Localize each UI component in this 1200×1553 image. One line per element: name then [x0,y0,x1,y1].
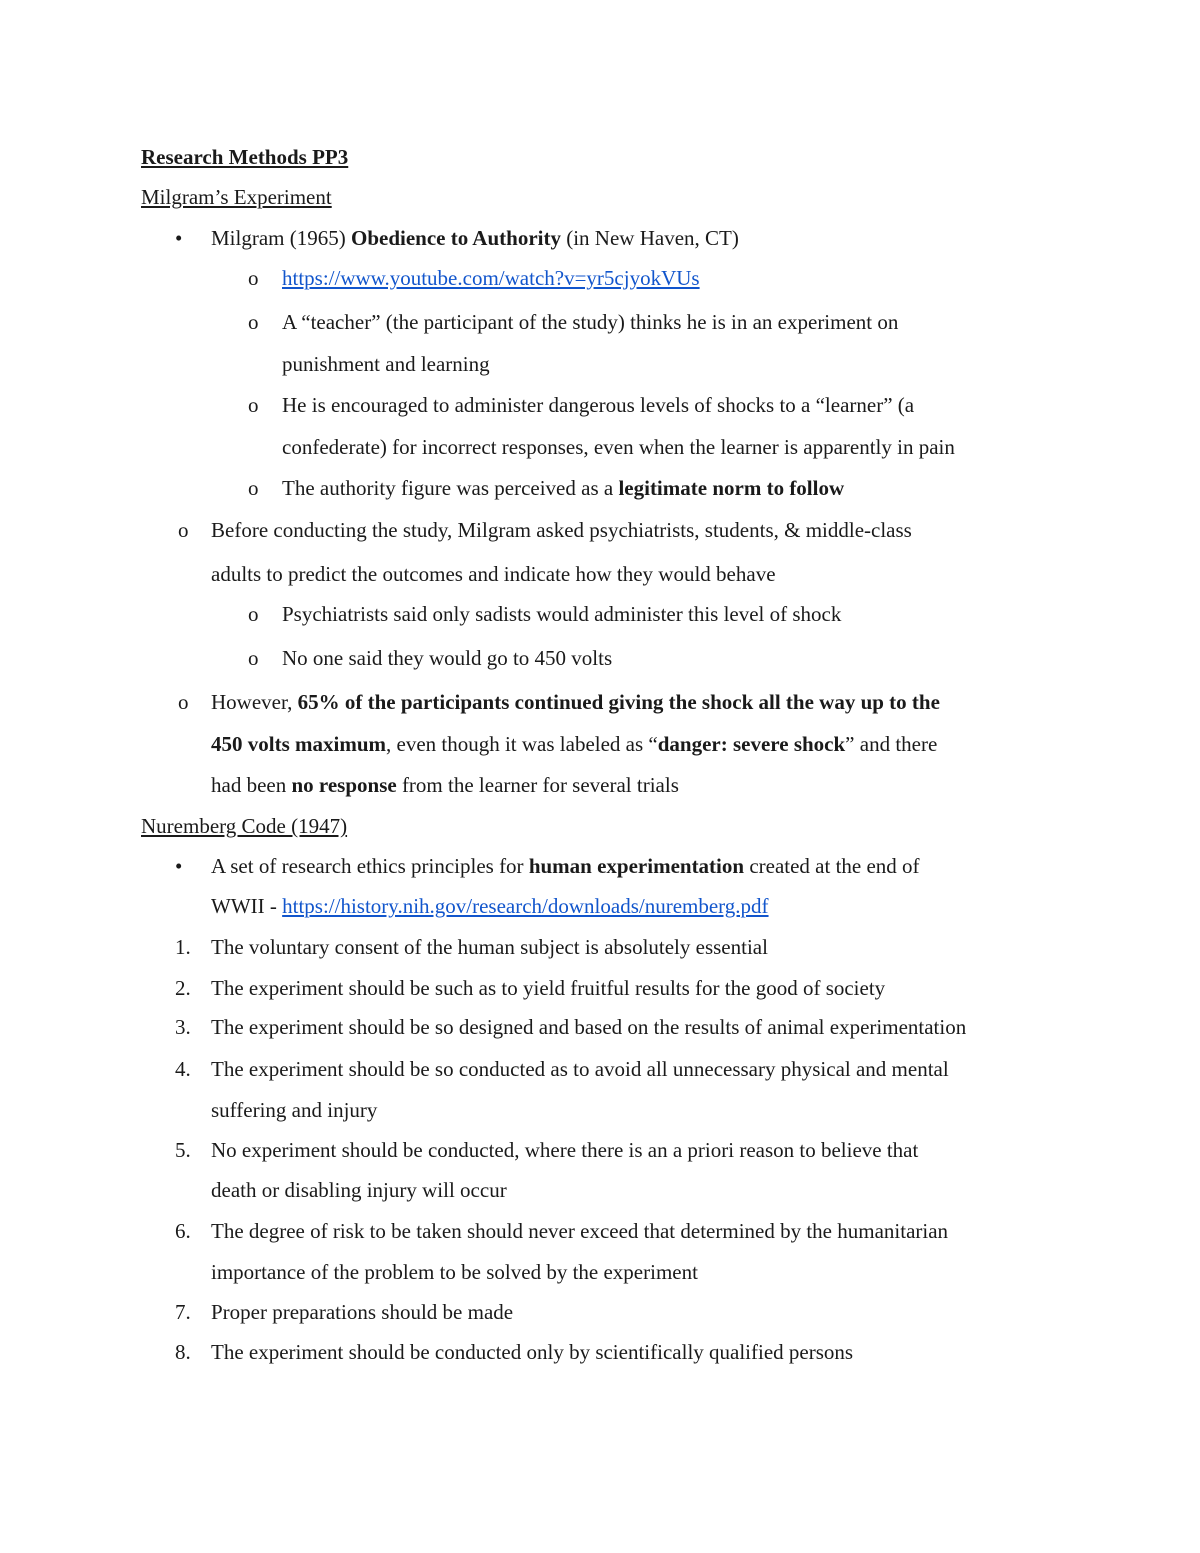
circle-marker: o [178,518,189,542]
text-span: WWII - [211,894,283,918]
document-title: Research Methods PP3 [141,145,349,169]
bold-text: no response [291,773,397,797]
text-span: A set of research ethics principles for [211,854,529,878]
nih-link[interactable]: https://history.nih.gov/research/downloads/nuremberg.pdf [282,894,769,918]
list-number: 2. [175,976,191,1000]
list-number: 5. [175,1138,191,1162]
teacher-line-1: A “teacher” (the participant of the study) thinks he is in an experiment on [282,310,899,334]
encouraged-line-1: He is encouraged to administer dangerous levels of shocks to a “learner” (a [282,393,915,417]
list-item-text: The experiment should be so designed and based on the results of animal experimentation [211,1015,967,1039]
list-number: 8. [175,1340,191,1364]
before-line-1: Before conducting the study, Milgram asked psychiatrists, students, & middle-class [211,518,912,542]
circle-marker: o [248,310,259,334]
bold-text: 65% of the participants continued giving the shock all the way up to the [297,690,940,714]
text-span: (in New Haven, CT) [560,226,739,250]
no-one-line: No one said they would go to 450 volts [282,646,613,670]
bullet-marker: • [175,854,183,878]
psychiatrists-line: Psychiatrists said only sadists would administer this level of shock [282,602,842,626]
list-item-text: The degree of risk to be taken should never exceed that determined by the humanitarian [211,1219,949,1243]
list-item-text-cont: importance of the problem to be solved by the experiment [211,1260,698,1284]
bold-text: human experimentation [528,854,745,878]
text-span: created at the end of [744,854,920,878]
nuremberg-heading: Nuremberg Code (1947) [141,814,348,838]
list-item-text: No experiment should be conducted, where there is an a priori reason to believe that [211,1138,919,1162]
circle-marker: o [248,602,259,626]
circle-marker: o [248,393,259,417]
text-span: The authority figure was perceived as a [282,476,619,500]
nuremberg-bullet-line-2 [211,892,769,920]
list-item-text-cont: suffering and injury [211,1098,378,1122]
text-span: Milgram (1965) [211,226,351,250]
however-line-1 [211,688,940,716]
list-number: 7. [175,1300,191,1324]
circle-marker: o [248,266,259,290]
however-line-3 [211,771,679,799]
list-item-text-cont: death or disabling injury will occur [211,1178,507,1202]
list-item-text: The voluntary consent of the human subject is absolutely essential [211,935,768,959]
bold-text: Obedience to Authority [350,226,561,250]
list-number: 1. [175,935,191,959]
text-span: , even though it was labeled as “ [386,732,658,756]
circle-marker: o [178,690,189,714]
however-line-2 [211,730,937,758]
circle-marker: o [248,646,259,670]
text-span: had been [211,773,292,797]
bold-text: danger: severe shock [657,732,846,756]
list-number: 6. [175,1219,191,1243]
list-item-text: The experiment should be such as to yield fruitful results for the good of society [211,976,886,1000]
list-number: 3. [175,1015,191,1039]
bold-text: legitimate norm to follow [618,476,845,500]
list-item-text: The experiment should be conducted only by scientifically qualified persons [211,1340,854,1364]
milgram-heading: Milgram’s Experiment [141,185,332,209]
text-span: ” and there [845,732,938,756]
teacher-line-2: punishment and learning [282,352,490,376]
list-item-text: Proper preparations should be made [211,1300,514,1324]
before-line-2: adults to predict the outcomes and indicate how they would behave [211,562,776,586]
authority-line [282,474,844,502]
bold-text: 450 volts maximum [211,732,386,756]
youtube-link[interactable]: https://www.youtube.com/watch?v=yr5cjyokVUs [282,266,700,290]
nuremberg-bullet-line-1 [211,852,920,880]
encouraged-line-2: confederate) for incorrect responses, even when the learner is apparently in pain [282,435,955,459]
circle-marker: o [248,476,259,500]
text-span: However, [211,690,298,714]
text-span: from the learner for several trials [396,773,679,797]
list-number: 4. [175,1057,191,1081]
list-item-text: The experiment should be so conducted as to avoid all unnecessary physical and mental [211,1057,949,1081]
bullet-marker: • [175,226,183,250]
milgram-bullet-1 [211,224,739,252]
